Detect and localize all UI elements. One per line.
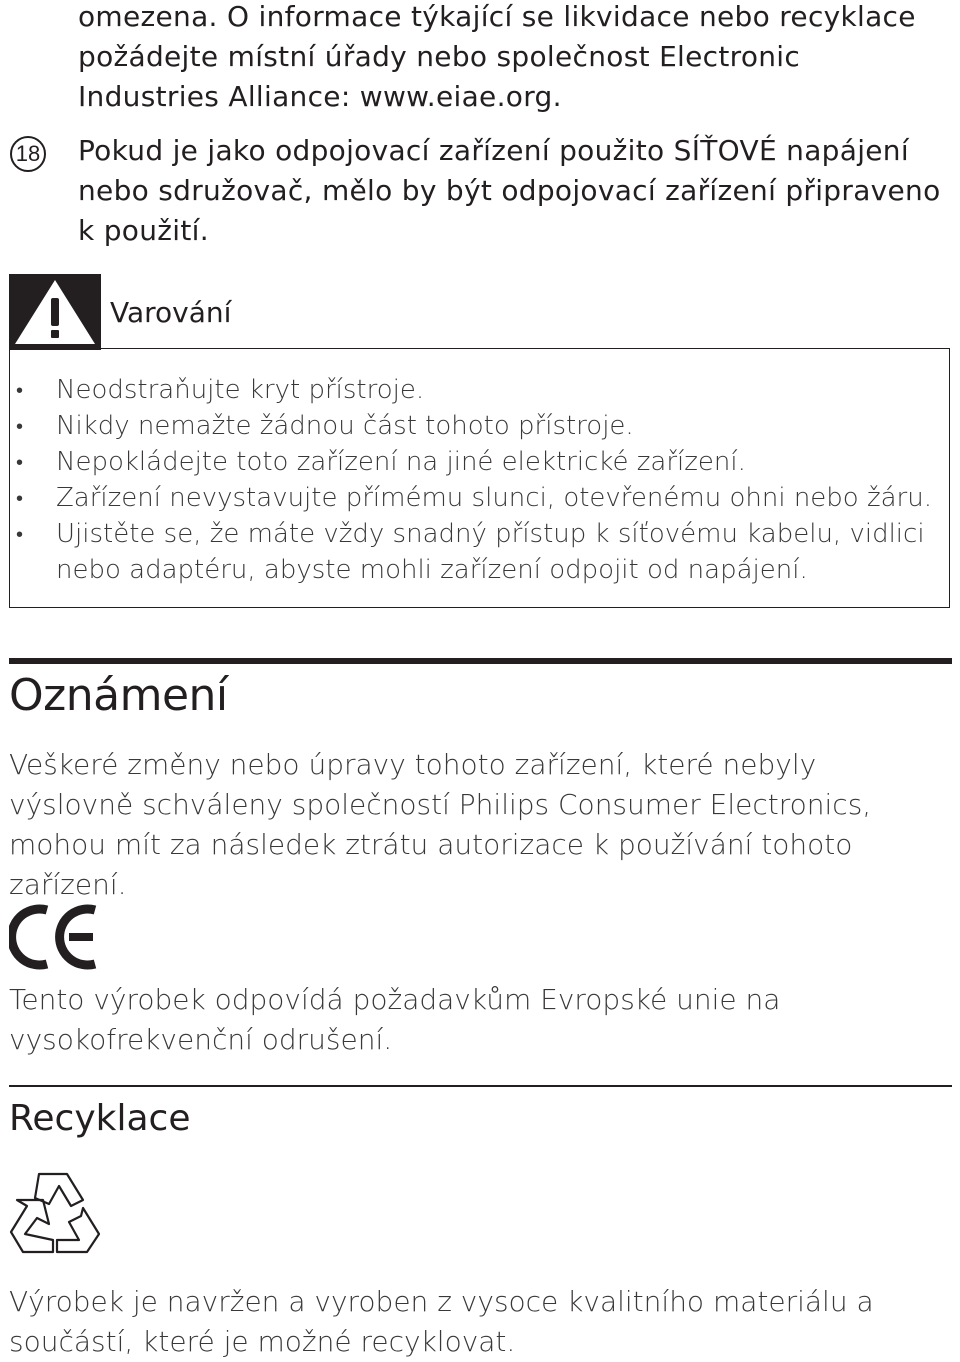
continuation-text: omezena. O informace týkající se likvidace nebo recyklace požádejte místní úřady nebo společnost Electronic Industries Alliance: www.eiae.org. bbox=[78, 0, 916, 113]
recycle-icon bbox=[9, 1164, 109, 1260]
item-number-badge: 18 bbox=[10, 136, 46, 172]
notice-text: Veškeré změny nebo úpravy tohoto zařízení, které nebyly výslovně schváleny společností Philips Consumer Electronics, mohou mít za následek ztrátu autorizace k používání tohoto zařízení. bbox=[9, 748, 872, 901]
recycling-text: Výrobek je navržen a vyroben z vysoce kvalitního materiálu a součástí, které je možné recyklovat. bbox=[9, 1285, 874, 1358]
section-divider bbox=[9, 1085, 952, 1087]
warning-item: • Neodstraňujte kryt přístroje. bbox=[16, 375, 425, 405]
warning-icon-background bbox=[9, 274, 101, 350]
warning-item: • Nikdy nemažte žádnou část tohoto přístroje. bbox=[16, 411, 634, 441]
item-18-text: Pokud je jako odpojovací zařízení použito SÍŤOVÉ napájení nebo sdružovač, mělo by být odpojovací zařízení připraveno k použití. bbox=[78, 134, 941, 247]
warning-item-text: Ujistěte se, že máte vždy snadný přístup k síťovému kabelu, vidlici nebo adaptéru, abyste mohli zařízení odpojit od napájení. bbox=[56, 519, 925, 585]
warning-list bbox=[14, 372, 944, 588]
warning-triangle-icon bbox=[9, 274, 101, 350]
warning-item-text: Zařízení nevystavujte přímému slunci, otevřenému ohni nebo žáru. bbox=[56, 483, 932, 513]
warning-item: • Zařízení nevystavujte přímému slunci, otevřenému ohni nebo žáru. bbox=[16, 483, 932, 513]
ce-mark-icon bbox=[9, 902, 101, 972]
section-divider bbox=[9, 658, 952, 664]
warning-item-text: Nikdy nemažte žádnou část tohoto přístroje. bbox=[56, 411, 634, 441]
warning-item-text: Nepokládejte toto zařízení na jiné elektrické zařízení. bbox=[56, 447, 746, 477]
warning-item-text: Neodstraňujte kryt přístroje. bbox=[56, 375, 425, 405]
warning-item: • Ujistěte se, že máte vždy snadný přístup k síťovému kabelu, vidlici nebo adaptéru, abyste mohli zařízení odpojit od napájení. bbox=[16, 519, 925, 585]
warning-item: • Nepokládejte toto zařízení na jiné elektrické zařízení. bbox=[16, 447, 746, 477]
recycling-heading: Recyklace bbox=[9, 1098, 191, 1139]
notice-heading: Oznámení bbox=[9, 670, 228, 721]
warning-title: Varování bbox=[110, 296, 232, 329]
ce-text: Tento výrobek odpovídá požadavkům Evropské unie na vysokofrekvenční odrušení. bbox=[9, 983, 781, 1056]
